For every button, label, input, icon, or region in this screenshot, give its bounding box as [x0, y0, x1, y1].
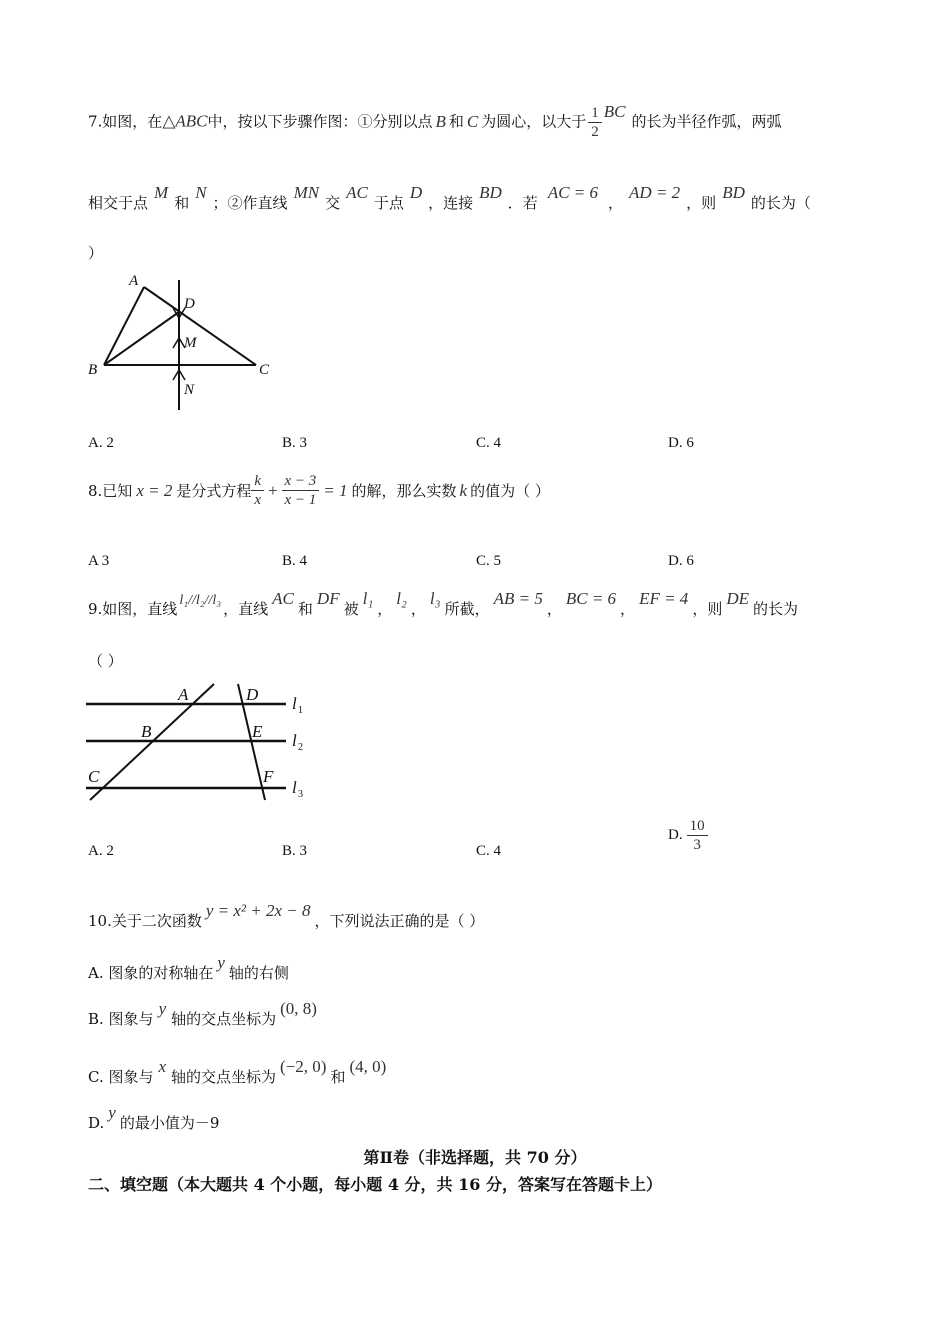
text: 的值为（ ）	[470, 482, 550, 500]
math-k: k	[459, 480, 468, 500]
text: 的长为	[753, 600, 799, 618]
text: ，则	[686, 194, 717, 212]
option-label: D.	[668, 827, 683, 843]
label-d: D	[246, 685, 259, 704]
math-point-4-0: (4, 0)	[349, 1057, 387, 1076]
text: 10.关于二次函数	[88, 912, 202, 930]
denominator: x − 1	[284, 492, 317, 508]
q8-stem	[88, 472, 550, 509]
math-eq-ac: AC = 6	[547, 183, 599, 202]
q9-stem-line1	[88, 589, 799, 619]
q7-option-c[interactable]: C. 4	[476, 435, 502, 451]
math-triangle-abc: △ABC	[162, 111, 208, 131]
math-x-eq-2: x = 2	[136, 480, 173, 500]
text: 交	[325, 194, 341, 212]
fraction-x3-over-x1	[282, 472, 320, 509]
text: 和	[174, 194, 190, 212]
math-bc: BC	[603, 101, 626, 121]
text: 的长为（	[750, 194, 811, 212]
text: 的最小值为－9	[119, 1114, 220, 1132]
q9-option-d[interactable]	[668, 817, 708, 854]
text: ，	[377, 600, 393, 618]
denominator: 2	[591, 124, 599, 140]
q8-option-c[interactable]: C. 5	[476, 553, 502, 569]
text: 7.如图，在	[88, 112, 163, 131]
text: 和	[297, 600, 313, 618]
q9-option-c[interactable]: C. 4	[476, 843, 502, 859]
q10-option-a[interactable]	[88, 953, 289, 983]
segment-bd	[104, 312, 179, 365]
math-d: D	[409, 183, 423, 202]
label-e: E	[252, 722, 263, 741]
math-bc-eq-6: BC = 6	[565, 589, 617, 608]
text: C. 图象与	[88, 1068, 154, 1086]
math-quadratic: y = x² + 2x − 8	[205, 901, 311, 920]
text: A. 图象的对称轴在	[88, 964, 214, 982]
q10-option-d[interactable]	[88, 1103, 220, 1133]
label-b: B	[141, 722, 152, 741]
q8-option-b[interactable]: B. 4	[282, 553, 308, 569]
math-y: y	[108, 1103, 116, 1122]
numerator: 10	[687, 817, 708, 836]
math-mn: MN	[293, 183, 320, 202]
math-ab-eq-5: AB = 5	[493, 589, 543, 608]
text: 是分式方程	[176, 482, 252, 500]
math-ac: AC	[346, 183, 368, 202]
math-eq-ad: AD = 2	[629, 183, 681, 202]
text: 于点	[373, 194, 404, 212]
text: 轴的交点坐标为	[171, 1068, 277, 1086]
label-l1: l	[292, 694, 297, 713]
label-c: C	[88, 767, 100, 786]
text: ，	[546, 600, 562, 618]
text: 被	[343, 600, 359, 618]
math-l1: l₁	[362, 589, 374, 608]
math-l3: l₃	[429, 589, 441, 608]
q10-option-b[interactable]	[88, 999, 317, 1029]
text: 中，按以下步骤作图：①分别以点	[207, 112, 433, 131]
text: ，下列说法正确的是（ ）	[314, 912, 485, 930]
label-l3-sub: 3	[298, 789, 303, 800]
label-a: A	[129, 273, 139, 289]
q9-parallel-lines-figure	[86, 680, 316, 805]
text: 和	[330, 1068, 346, 1086]
q10-option-c[interactable]	[88, 1057, 387, 1087]
label-d: D	[184, 296, 195, 312]
math-b: B	[435, 111, 446, 131]
label-l2-sub: 2	[298, 742, 303, 753]
q7-stem-line1	[88, 101, 782, 141]
math-de: DE	[726, 589, 749, 608]
label-l1-sub: 1	[298, 705, 303, 716]
math-parallel-lines: l₁//l₂//l₃	[179, 593, 222, 608]
label-f: F	[263, 767, 274, 786]
math-eq-1: = 1	[323, 480, 348, 500]
q10-stem	[88, 901, 485, 931]
label-m: M	[184, 335, 197, 351]
q9-option-a[interactable]: A. 2	[88, 843, 114, 859]
text: ；②作直线	[212, 194, 288, 212]
numerator: k	[251, 472, 264, 491]
text: 轴的交点坐标为	[171, 1010, 277, 1028]
text: ，	[410, 600, 426, 618]
label-c: C	[259, 362, 270, 378]
numerator: 1	[588, 104, 602, 123]
fraction-10-over-3	[687, 817, 708, 854]
denominator: x	[254, 492, 262, 508]
math-n: N	[195, 183, 207, 202]
math-y: y	[158, 999, 167, 1018]
section-heading: 二、填空题（本大题共 4 个小题，每小题 4 分，共 16 分，答案写在答题卡上）	[88, 1175, 662, 1194]
math-x: x	[158, 1057, 167, 1076]
math-point-0-8: (0, 8)	[280, 999, 317, 1018]
fraction-half	[588, 104, 602, 141]
text: 所截，	[444, 600, 490, 618]
section-title: 第Ⅱ卷（非选择题，共 70 分）	[363, 1148, 587, 1167]
text: 的长为半径作弧，两弧	[631, 112, 782, 131]
q7-stem-line2	[88, 183, 811, 213]
text: D.	[88, 1114, 105, 1132]
math-bd: BD	[722, 183, 745, 202]
math-ef-eq-4: EF = 4	[639, 589, 689, 608]
label-b: B	[88, 362, 98, 378]
text: ，	[620, 600, 636, 618]
math-df: DF	[316, 589, 340, 608]
label-l3: l	[292, 778, 297, 797]
label-n: N	[184, 382, 195, 398]
text: ，连接	[428, 194, 474, 212]
fraction-k-over-x	[251, 472, 264, 509]
text: 和	[448, 112, 464, 131]
q9-option-b[interactable]: B. 3	[282, 843, 308, 859]
text: 相交于点	[88, 194, 149, 212]
plus-sign: +	[267, 480, 279, 500]
q7-option-d[interactable]: D. 6	[668, 435, 694, 451]
label-a: A	[178, 685, 189, 704]
segment-ab	[104, 287, 144, 365]
math-c: C	[466, 111, 479, 131]
math-l2: l₂	[396, 589, 407, 608]
q7-triangle-figure	[84, 270, 284, 415]
text: B. 图象与	[88, 1010, 154, 1028]
math-bd: BD	[479, 183, 502, 202]
text: 轴的右侧	[228, 964, 289, 982]
text: 8.已知	[88, 482, 133, 500]
math-y: y	[217, 953, 225, 972]
label-l2: l	[292, 731, 297, 750]
q7-option-a[interactable]: A. 2	[88, 435, 114, 451]
q7-stem-line3: ）	[88, 244, 104, 262]
denominator: 3	[693, 837, 701, 853]
q8-option-d[interactable]: D. 6	[668, 553, 694, 569]
text: 9.如图，直线	[88, 600, 178, 618]
math-m: M	[154, 183, 169, 202]
numerator: x − 3	[282, 472, 320, 491]
text: 为圆心，以大于	[481, 112, 587, 131]
text: ．若	[507, 194, 538, 212]
q7-option-b[interactable]: B. 3	[282, 435, 308, 451]
text: ，则	[692, 600, 723, 618]
text: ，直线	[223, 600, 269, 618]
q9-stem-line2: （ ）	[88, 652, 123, 670]
q8-option-a[interactable]: A 3	[88, 553, 110, 569]
math-ac: AC	[272, 589, 294, 608]
text: ，	[608, 194, 624, 212]
text: 的解，那么实数	[351, 482, 457, 500]
math-point-neg2-0: (−2, 0)	[280, 1057, 327, 1076]
